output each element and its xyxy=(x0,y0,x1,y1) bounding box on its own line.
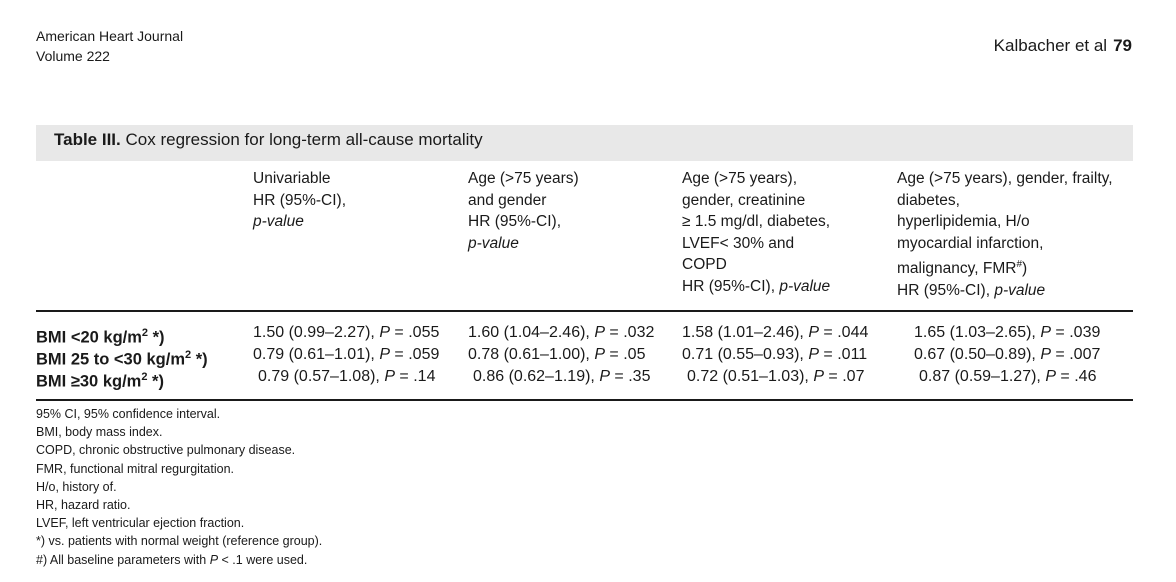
column-header-univariable xyxy=(253,168,346,233)
column-header-line: myocardial infarction, xyxy=(897,234,1044,252)
footnote: LVEF, left ventricular ejection fraction. xyxy=(36,516,245,531)
column-header-hr: HR (95%-CI), xyxy=(897,281,995,299)
column-header-hr: HR (95%-CI), xyxy=(682,277,780,295)
running-authors: Kalbacher et al xyxy=(993,36,1108,55)
footnote: HR, hazard ratio. xyxy=(36,498,131,513)
column-header-line: Age (>75 years), gender, frailty, xyxy=(897,170,1113,187)
table-label: Table III. xyxy=(54,130,121,149)
column-header-line: and gender xyxy=(468,191,547,209)
column-header-pvalue: p-value xyxy=(468,234,519,252)
column-header-line: ) xyxy=(1022,260,1028,278)
table-title xyxy=(54,129,483,151)
column-header-line: malignancy, FMR xyxy=(897,260,1017,278)
table-cell: 0.79 (0.57–1.08), P = .14 xyxy=(258,368,436,385)
footnote: FMR, functional mitral regurgitation. xyxy=(36,461,234,476)
table-cell: 0.78 (0.61–1.00), P = .05 xyxy=(468,346,646,363)
column-header-line: gender, creatinine xyxy=(682,191,806,209)
column-header-pvalue: p-value xyxy=(994,281,1046,299)
table-cell: 1.58 (1.01–2.46), P = .044 xyxy=(682,324,869,341)
table-cell: 0.72 (0.51–1.03), P = .07 xyxy=(687,368,865,385)
column-header-line: HR (95%-CI), xyxy=(253,191,347,209)
footnote-marker: # xyxy=(1016,259,1022,270)
table-cell: 1.50 (0.99–2.27), P = .055 xyxy=(253,324,440,341)
table-cell: 0.71 (0.55–0.93), P = .011 xyxy=(682,346,868,363)
journal-info xyxy=(36,26,183,66)
table-cell: 0.67 (0.50–0.89), P = .007 xyxy=(914,346,1101,363)
column-header-line: ≥ 1.5 mg/dl, diabetes, xyxy=(682,213,831,230)
column-header-pvalue: p-value xyxy=(253,213,304,230)
column-header-age-gender-creatinine xyxy=(682,168,830,297)
table-cell: 1.60 (1.04–2.46), P = .032 xyxy=(468,324,655,341)
table-cell: 1.65 (1.03–2.65), P = .039 xyxy=(914,324,1101,341)
column-header-line: Age (>75 years), xyxy=(682,170,798,187)
table-cell: 0.86 (0.62–1.19), P = .35 xyxy=(473,368,651,385)
journal-volume: Volume 222 xyxy=(36,48,110,64)
table-caption: Cox regression for long-term all-cause mortality xyxy=(125,130,483,149)
footnote: #) All baseline parameters with P < .1 were used. xyxy=(36,552,308,567)
footnote: H/o, history of. xyxy=(36,479,117,494)
column-header-line: hyperlipidemia, H/o xyxy=(897,213,1030,230)
column-header-full-model xyxy=(897,168,1113,301)
footnote: 95% CI, 95% confidence interval. xyxy=(36,407,221,421)
column-header-line: LVEF< 30% and xyxy=(682,234,795,252)
row-label: BMI <20 $kg/m^2$ *) xyxy=(36,327,165,347)
journal-name: American Heart Journal xyxy=(36,28,184,44)
table-rule-bottom xyxy=(36,399,1133,401)
column-header-age-gender xyxy=(468,168,579,254)
footnote: *) vs. patients with normal weight (reference group). xyxy=(36,534,323,549)
column-header-pvalue: p-value xyxy=(779,277,831,295)
footnote: COPD, chronic obstructive pulmonary disease. xyxy=(36,443,296,458)
table-rule-top xyxy=(36,310,1133,312)
column-header-line: HR (95%-CI), xyxy=(468,213,562,230)
column-header-line: Age (>75 years) xyxy=(468,170,579,187)
table-cell: 0.87 (0.59–1.27), P = .46 xyxy=(919,368,1097,385)
table-cell: 0.79 (0.61–1.01), P = .059 xyxy=(253,346,440,363)
page-header xyxy=(994,36,1132,56)
footnote: BMI, body mass index. xyxy=(36,425,163,440)
table-footnotes xyxy=(36,405,322,569)
page-number: 79 xyxy=(1113,36,1132,55)
column-header-line: Univariable xyxy=(253,170,331,187)
column-header-line: diabetes, xyxy=(897,191,960,209)
column-header-line: COPD xyxy=(682,256,727,273)
row-label: BMI 25 to <30 $kg/m^2$ *) xyxy=(36,349,208,369)
row-label: BMI ≥30 $kg/m^2$ *) xyxy=(36,371,164,391)
